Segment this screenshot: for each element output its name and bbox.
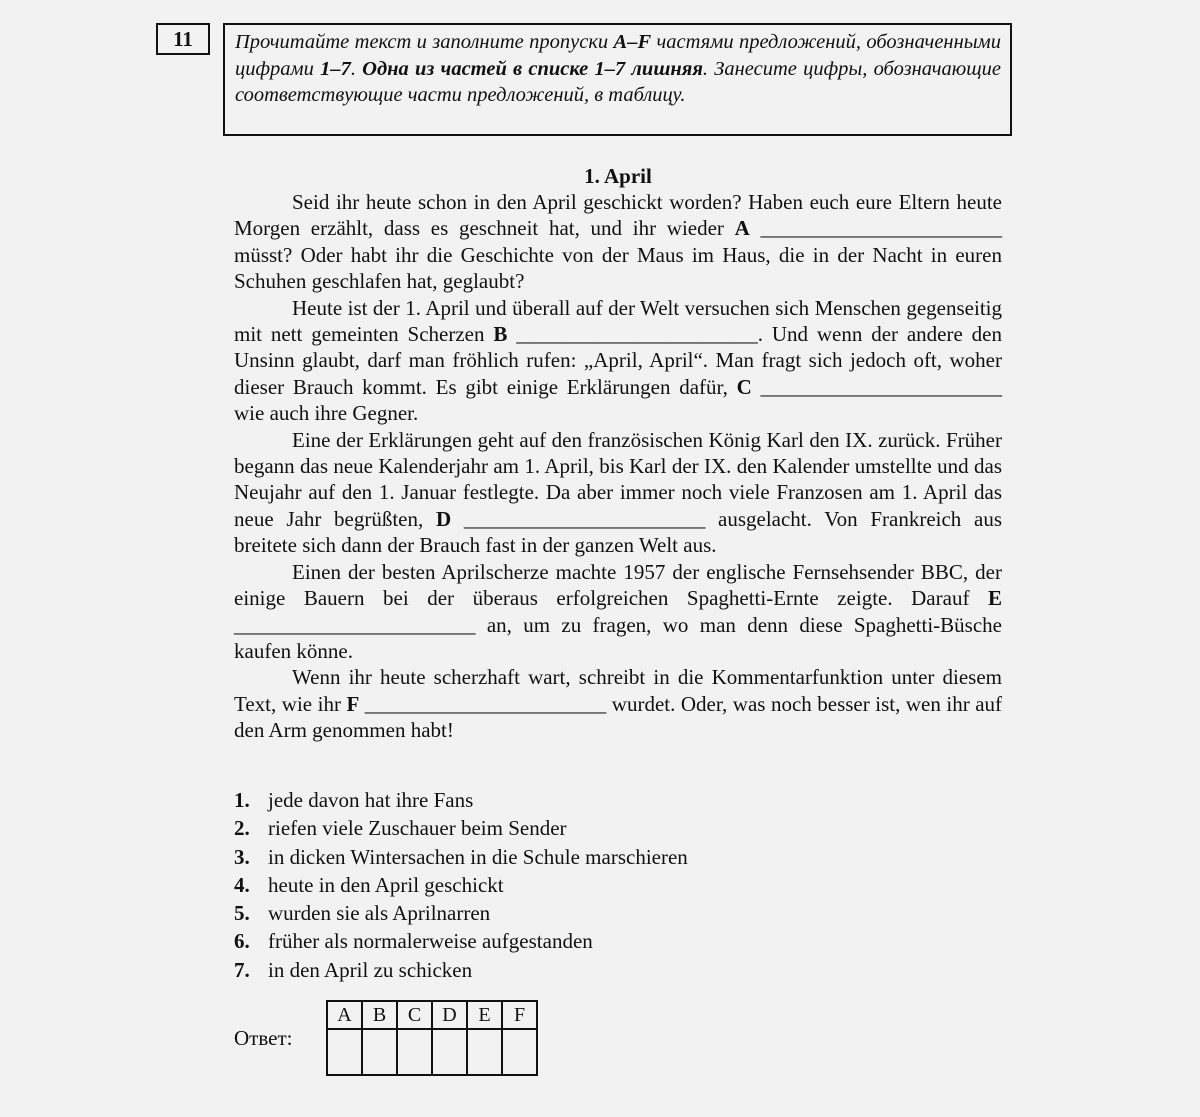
option-number: 3. [234, 844, 250, 869]
answer-col-e: E [467, 1001, 502, 1029]
answer-col-b: B [362, 1001, 397, 1029]
option-text: früher als normalerweise aufgestanden [268, 929, 593, 954]
list-item [234, 814, 1002, 842]
instruction-text: . Занесите цифры, обозначающие соответствующие части предложений, в таблицу. [235, 57, 1002, 106]
instruction-emphasis: Одна из частей в списке 1–7 лишняя [362, 57, 703, 80]
answer-input-row [327, 1029, 537, 1075]
gap-label-f: F [346, 691, 360, 716]
text-segment: Seid ihr heute schon in den April geschickt worden? Haben euch eure Eltern heute Morgen erzählt, dass es geschneit hat, und ihr wieder [234, 190, 1002, 241]
text-segment: Wenn ihr heute scherzhaft wart, schreibt in die Kommentarfunktion unter diesem Text, wie ihr [234, 665, 1002, 716]
paragraph [234, 559, 1002, 665]
answer-col-a: A [327, 1001, 362, 1029]
list-item [234, 843, 1002, 871]
options-list [234, 786, 1002, 984]
option-text: in den April zu schicken [268, 957, 473, 982]
instruction-numbers: 1–7 [320, 57, 351, 80]
answer-cell-a[interactable] [327, 1029, 362, 1075]
gap-label-e: E [987, 586, 1002, 611]
option-text: wurden sie als Aprilnarren [268, 901, 491, 926]
text-segment: . Und wenn der andere den Unsinn glaubt, darf man fröhlich rufen: „April, April“. Man fragt sich jedoch oft, woher dieser Brauch kommt. Es gibt einige Erklärungen dafür, [234, 322, 1002, 399]
option-text: in dicken Wintersachen in die Schule marschieren [268, 844, 688, 869]
gap-label-b: B [493, 322, 508, 347]
option-text: riefen viele Zuschauer beim Sender [268, 816, 567, 841]
text-segment: an, um zu fragen, wo man denn diese Spaghetti-Büsche kaufen könne. [234, 612, 1002, 663]
paragraph [234, 295, 1002, 427]
paragraph [234, 664, 1002, 743]
text-segment: Heute ist der 1. April und überall auf der Welt versuchen sich Menschen gegenseitig mit nett gemeinten Scherzen [234, 295, 1002, 347]
instruction-text: Прочитайте текст и заполните пропуски [235, 31, 614, 53]
article-title: 1. April [584, 164, 652, 188]
gap-a-blank: _______________________ [760, 216, 1003, 241]
answer-col-d: D [432, 1001, 467, 1029]
gap-label-c: C [736, 374, 752, 399]
gap-label-a: A [734, 216, 750, 241]
option-number: 1. [234, 788, 250, 812]
option-text: heute in den April geschickt [268, 872, 504, 897]
list-item [234, 871, 1002, 899]
option-text: jede davon hat ihre Fans [268, 788, 474, 812]
answer-cell-f[interactable] [502, 1029, 537, 1075]
answer-cell-c[interactable] [397, 1029, 432, 1075]
answer-label: Ответ: [234, 1026, 293, 1050]
list-item [234, 956, 1002, 984]
instruction-text: . [350, 57, 363, 80]
instruction-letters: A–F [613, 31, 652, 53]
text-segment: müsst? Oder habt ihr die Geschichte von der Maus im Haus, die in der Nacht in euren Schuhen geschlafen hat, geglaubt? [234, 242, 1002, 294]
gap-label-d: D [435, 506, 452, 531]
option-number: 5. [234, 901, 250, 926]
instruction-text: частями предложений, обозначенными цифрами [235, 31, 1001, 80]
option-number: 2. [234, 816, 250, 841]
task-number: 11 [156, 23, 210, 55]
gap-b-blank: _______________________ [516, 322, 758, 347]
option-number: 6. [234, 929, 250, 954]
answer-col-f: F [502, 1001, 537, 1029]
text-segment: wurdet. Oder, was noch besser ist, wen ihr auf den Arm genommen habt! [234, 691, 1003, 743]
paragraph [234, 189, 1002, 295]
gap-c-blank: _______________________ [760, 374, 1002, 399]
answer-cell-d[interactable] [432, 1029, 467, 1075]
option-number: 7. [234, 957, 250, 982]
task-instruction [223, 23, 1012, 136]
gap-e-blank: _______________________ [234, 612, 476, 637]
answer-table [326, 1000, 538, 1076]
answer-col-c: C [397, 1001, 432, 1029]
text-segment: wie auch ihre Gegner. [234, 401, 419, 426]
answer-cell-b[interactable] [362, 1029, 397, 1075]
list-item [234, 786, 1002, 814]
text-segment: ausgelacht. Von Frankreich aus breitete sich dann der Brauch fast in der ganzen Welt aus. [234, 506, 1002, 558]
text-segment: Eine der Erklärungen geht auf den französischen König Karl den IX. zurück. Früher begann das neue Kalenderjahr am 1. April, bis Karl der IX. den Kalender umstellte und das Neujahr auf den 1. Januar festlegte. Da aber immer noch viele Franzosen am 1. April das neue Jahr begrüßten, [234, 427, 1002, 531]
list-item [234, 899, 1002, 927]
text-segment: Einen der besten Aprilscherze machte 1957 der englische Fernsehsender BBC, der einige Bauern bei der überaus erfolgreichen Spaghetti-Ernte zeigte. Darauf [234, 559, 1002, 611]
article-body [234, 189, 1002, 744]
option-number: 4. [234, 872, 250, 897]
gap-f-blank: _______________________ [364, 691, 607, 716]
gap-d-blank: _______________________ [463, 506, 706, 531]
paragraph [234, 427, 1002, 559]
answer-cell-e[interactable] [467, 1029, 502, 1075]
answer-header-row [327, 1001, 537, 1029]
list-item [234, 927, 1002, 955]
